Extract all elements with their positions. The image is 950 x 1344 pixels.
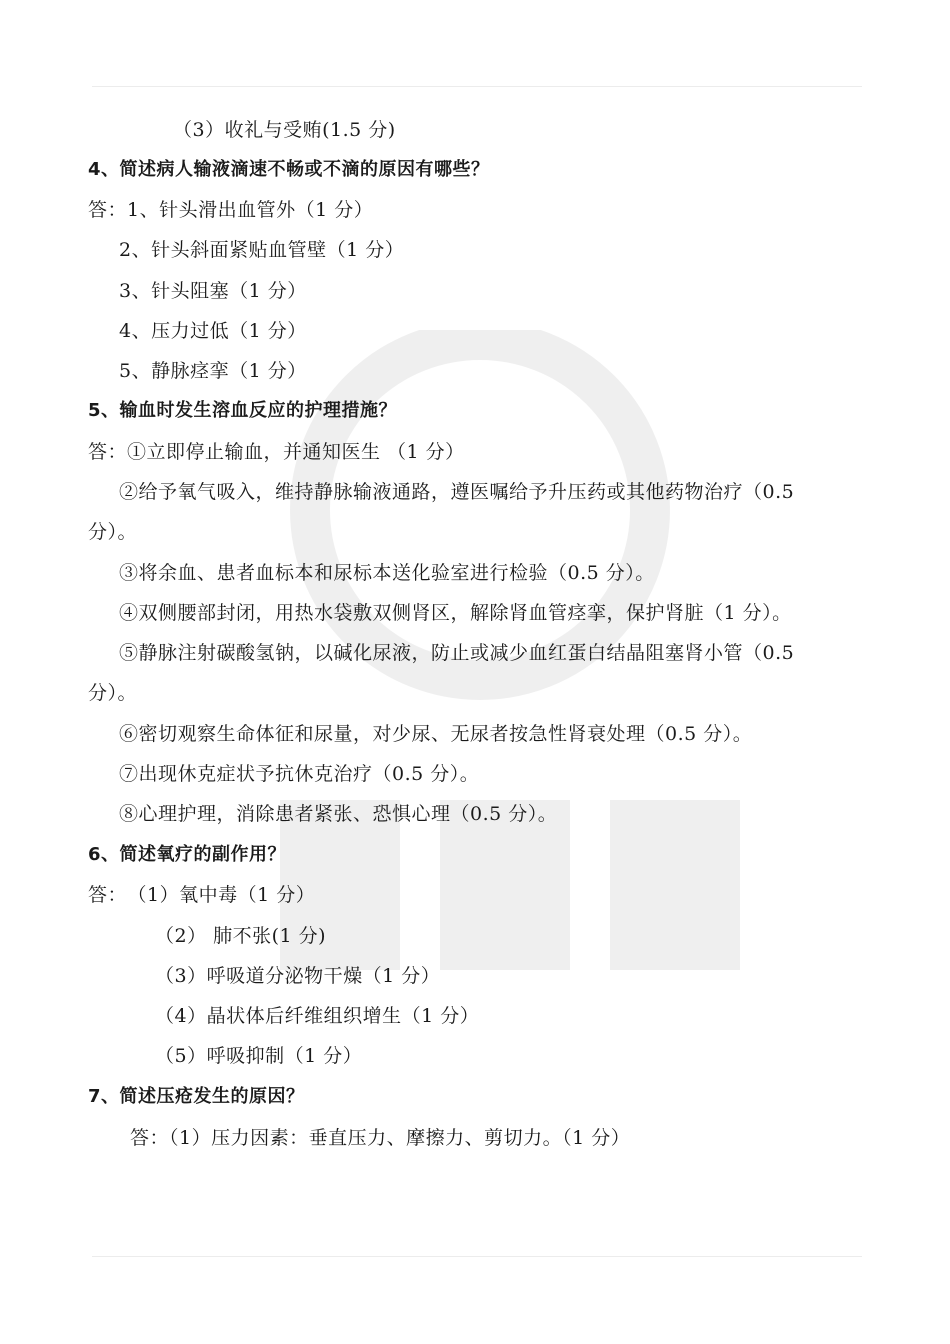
answer-line: （2） 肺不张(1 分) <box>155 925 327 947</box>
answer-line: 2、针头斜面紧贴血管壁（1 分） <box>119 239 405 261</box>
answer-line: ⑥密切观察生命体征和尿量，对少尿、无尿者按急性肾衰处理（0.5 分）。 <box>119 723 753 745</box>
header-rule <box>92 86 862 87</box>
answer-line: ②给予氧气吸入，维持静脉输液通路，遵医嘱给予升压药或其他药物治疗（0.5 <box>119 481 795 503</box>
answer-line: 答：①立即停止输血，并通知医生 （1 分） <box>88 441 465 463</box>
answer-line: （3）呼吸道分泌物干燥（1 分） <box>155 965 441 987</box>
answer-line: ⑧心理护理，消除患者紧张、恐惧心理（0.5 分）。 <box>119 803 558 825</box>
answer-line: 答： （1）氧中毒（1 分） <box>88 884 316 906</box>
question-5-title: 5、输血时发生溶血反应的护理措施？ <box>88 400 398 421</box>
answer-line: （4）晶状体后纤维组织增生（1 分） <box>155 1005 480 1027</box>
answer-line: 答：1、针头滑出血管外（1 分） <box>88 199 374 221</box>
answer-line: （3）收礼与受贿(1.5 分) <box>173 119 396 141</box>
answer-line: 5、静脉痉挛（1 分） <box>119 360 307 382</box>
answer-line: ⑦出现休克症状予抗休克治疗（0.5 分）。 <box>119 763 480 785</box>
answer-line: ⑤静脉注射碳酸氢钠，以碱化尿液，防止或减少血红蛋白结晶阻塞肾小管（0.5 <box>119 642 795 664</box>
watermark-logo <box>250 330 770 1010</box>
answer-line: 分）。 <box>88 521 138 543</box>
answer-line: 3、针头阻塞（1 分） <box>119 280 307 302</box>
answer-line: 4、压力过低（1 分） <box>119 320 307 342</box>
answer-line: 答：（1）压力因素：垂直压力、摩擦力、剪切力。（1 分） <box>130 1127 631 1149</box>
answer-line: ④双侧腰部封闭，用热水袋敷双侧肾区，解除肾血管痉挛，保护肾脏（1 分）。 <box>119 602 792 624</box>
question-4-title: 4、简述病人输液滴速不畅或不滴的原因有哪些？ <box>88 159 490 180</box>
question-7-title: 7、简述压疮发生的原因？ <box>88 1086 305 1107</box>
answer-line: （5）呼吸抑制（1 分） <box>155 1045 363 1067</box>
answer-line: 分）。 <box>88 682 138 704</box>
answer-line: ③将余血、患者血标本和尿标本送化验室进行检验（0.5 分）。 <box>119 562 655 584</box>
footer-rule <box>92 1256 862 1257</box>
question-6-title: 6、简述氧疗的副作用？ <box>88 844 287 865</box>
